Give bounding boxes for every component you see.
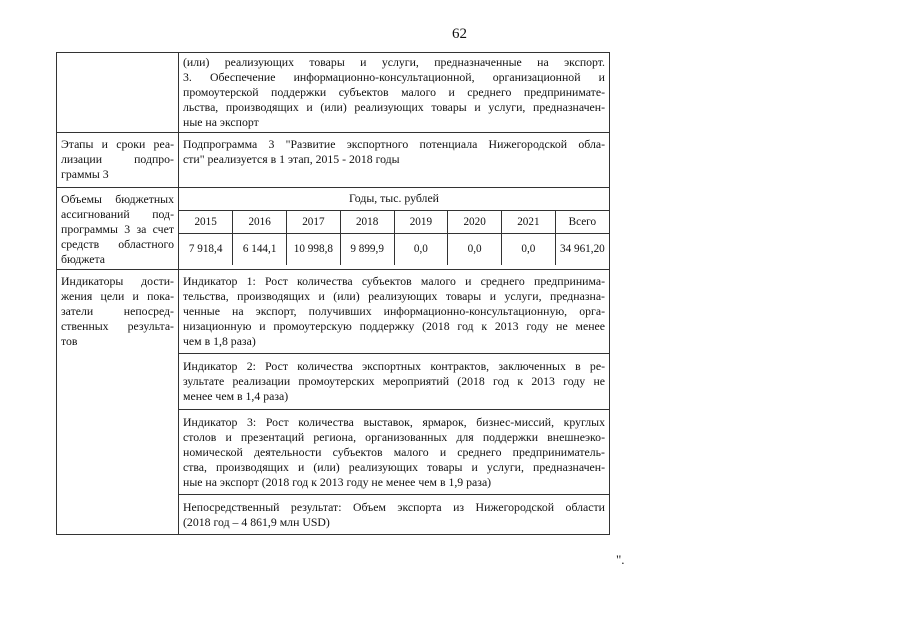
text-line: сти" реализуется в 1 этап, 2015 - 2018 годы [183, 152, 400, 166]
stages-label-cell [57, 133, 179, 188]
label-line: ассигнований под- [61, 207, 174, 221]
text-line: зультате реализации промоутерских мероприятий (2018 год к 2013 году не [183, 374, 605, 388]
closing-quote-mark: ". [616, 552, 625, 567]
budget-header: Годы, тыс. рублей [179, 188, 609, 211]
text-line: Индикатор 2: Рост количества экспортных контрактов, заключенных в ре- [183, 359, 605, 373]
year-cell: 2018 [340, 211, 394, 234]
total-header-cell: Всего [555, 211, 609, 234]
indicator-2-cell [179, 354, 610, 410]
values-row [179, 234, 609, 266]
text-line: (2018 год – 4 861,9 млн USD) [183, 515, 330, 529]
text-line: Непосредственный результат: Объем экспорта из Нижегородской области [183, 500, 605, 514]
text-line: чем в 1,8 раза) [183, 334, 256, 348]
year-cell: 2020 [448, 211, 502, 234]
budget-row [57, 188, 610, 270]
text-line: ные на экспорт [183, 115, 259, 129]
text-line: Индикатор 3: Рост количества выставок, ярмарок, бизнес-миссий, круглых [183, 415, 605, 429]
text-line: столов и презентаций региона, организованных для поддержки внешнеэко- [183, 430, 605, 444]
year-cell: 2019 [394, 211, 448, 234]
label-line: Этапы и сроки реа- [61, 137, 174, 151]
text-line: Индикатор 1: Рост количества субъектов малого и среднего предпринима- [183, 274, 605, 288]
tasks-continuation-row [57, 53, 610, 133]
total-value-cell: 34 961,20 [560, 243, 605, 255]
tasks-label-cell [57, 53, 179, 133]
value-cell: 6 144,1 [233, 234, 287, 266]
stages-value-cell [179, 133, 610, 188]
text-line: Подпрограмма 3 "Развитие экспортного потенциала Нижегородской обла- [183, 137, 605, 151]
text-line: (или) реализующих товары и услуги, предназначенные на экспорт. [183, 55, 605, 69]
year-cell: 2016 [233, 211, 287, 234]
budget-years-table [179, 211, 609, 265]
year-cell: 2015 [179, 211, 233, 234]
direct-result-cell [179, 495, 610, 535]
label-line: затели непосред- [61, 304, 174, 318]
stages-row [57, 133, 610, 188]
value-cell: 9 899,9 [340, 234, 394, 266]
label-line: тов [61, 334, 78, 348]
year-cell: 2017 [287, 211, 341, 234]
budget-label-cell [57, 188, 179, 270]
text-line: ные на экспорт (2018 год к 2013 году не менее чем в 1,9 раза) [183, 475, 492, 489]
text-line: 3. Обеспечение информационно-консультационной, организационной и [183, 70, 605, 84]
years-row [179, 211, 609, 234]
page-number: 62 [452, 26, 467, 42]
year-cell: 2021 [502, 211, 556, 234]
label-line: программы 3 за счет [61, 222, 174, 236]
value-cell: 0,0 [448, 234, 502, 266]
value-cell: 0,0 [394, 234, 448, 266]
indicator-row [57, 270, 610, 354]
label-line: граммы 3 [61, 167, 109, 181]
budget-value-cell [179, 188, 610, 270]
tasks-value-cell [179, 53, 610, 133]
subprogram-passport-table [56, 52, 610, 535]
indicator-1-cell [179, 270, 610, 354]
label-line: жения цели и пока- [61, 289, 174, 303]
text-line: льства, производящих и (или) реализующих товары и услуги, предназначен- [183, 100, 605, 114]
value-cell: 10 998,8 [287, 234, 341, 266]
label-line: средств областного [61, 237, 174, 251]
text-line: промоутерской поддержки субъектов малого и среднего предпринимате- [183, 85, 605, 99]
text-line: тельства, производящих и (или) реализующих товары и услуги, предназна- [183, 289, 605, 303]
text-line: ства, производящих и (или) реализующих товары и услуги, предназначен- [183, 460, 605, 474]
text-line: низационную и промоутерскую поддержку (2018 год к 2013 году не менее [183, 319, 605, 333]
label-line: ственных результа- [61, 319, 174, 333]
value-cell: 7 918,4 [179, 234, 233, 266]
text-line: менее чем в 1,4 раза) [183, 389, 289, 403]
value-cell: 0,0 [502, 234, 556, 266]
indicators-label-cell [57, 270, 179, 535]
text-line: номической деятельности субъектов малого и среднего предприниматель- [183, 445, 605, 459]
label-line: лизации подпро- [61, 152, 174, 166]
label-line: Индикаторы дости- [61, 274, 174, 288]
indicator-3-cell [179, 410, 610, 495]
label-line: бюджета [61, 252, 105, 266]
text-line: ченные на экспорт, получивших информационно-консультационную, орга- [183, 304, 605, 318]
label-line: Объемы бюджетных [61, 192, 174, 206]
